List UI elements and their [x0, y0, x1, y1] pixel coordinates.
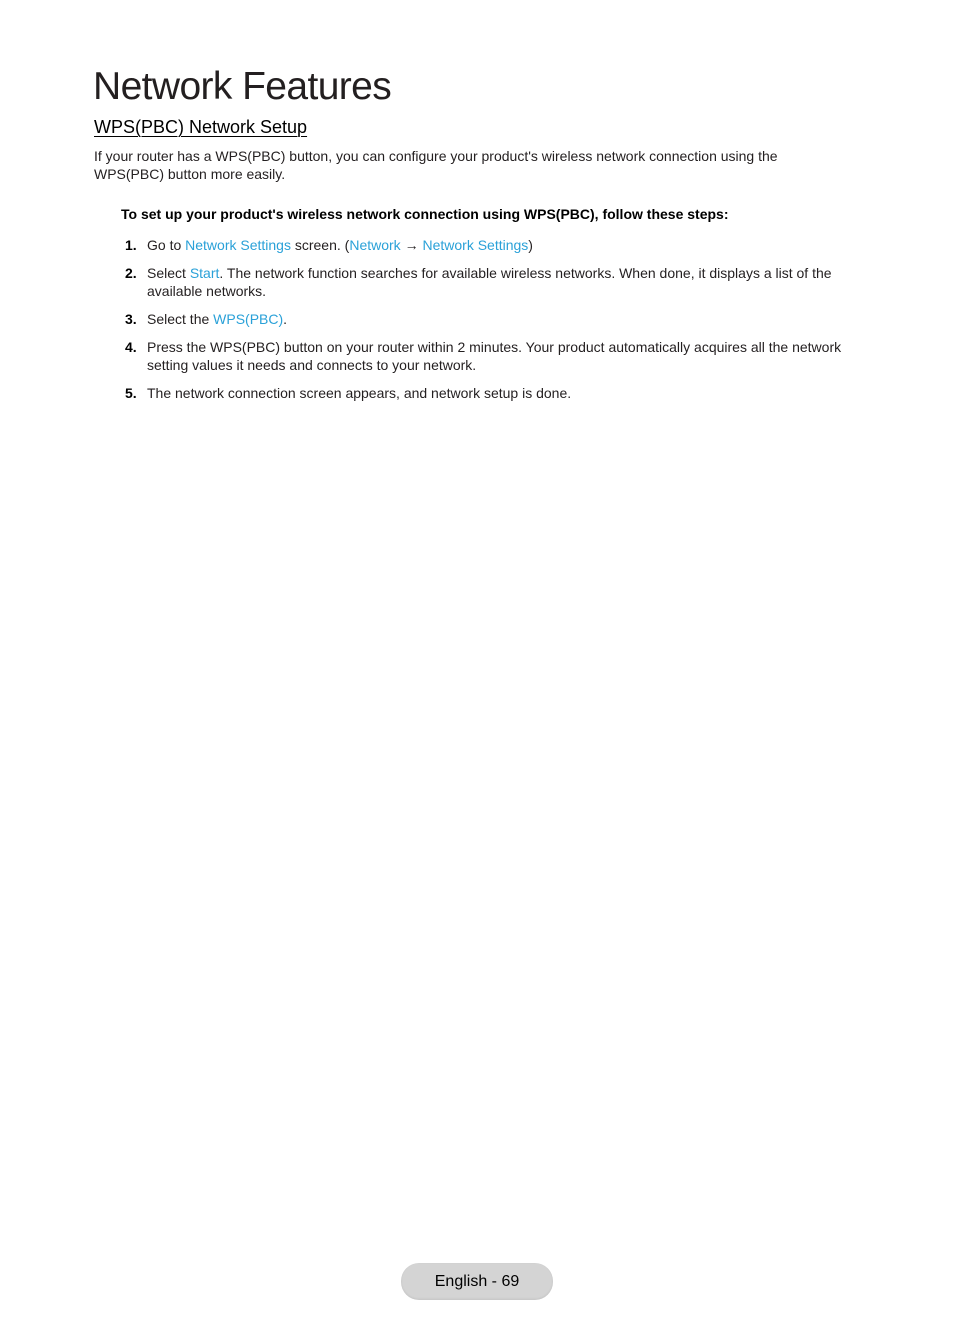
step-number: 2.	[125, 265, 137, 281]
step-4	[121, 338, 866, 374]
step-number: 1.	[125, 237, 137, 253]
step-text: screen. (	[290, 237, 350, 253]
step-text: .	[283, 311, 288, 327]
step-text: )	[528, 237, 533, 253]
menu-path-start: Start	[189, 265, 220, 281]
page-number-label: English - 69	[434, 1272, 520, 1290]
step-number: 3.	[125, 311, 137, 327]
intro-paragraph: If your router has a WPS(PBC) button, you can configure your product's wireless network connection using the WPS(PBC) button more easily.	[94, 148, 778, 182]
step-2	[121, 264, 866, 300]
section-title: WPS(PBC) Network Setup	[94, 117, 308, 137]
step-text: Select the	[147, 311, 214, 327]
step-text: Press the WPS(PBC) button on your router within 2 minutes. Your product automatically acquires all the network setting values it needs and connects to your network.	[147, 339, 842, 373]
step-3	[121, 310, 866, 328]
step-number: 4.	[125, 339, 137, 355]
step-1	[121, 236, 866, 254]
page-number-badge	[401, 1263, 553, 1300]
steps-list	[121, 236, 866, 412]
menu-path-network: Network	[349, 237, 401, 253]
steps-heading: To set up your product's wireless network connection using WPS(PBC), follow these steps:	[121, 206, 729, 222]
menu-path-network-settings: Network Settings	[422, 237, 529, 253]
menu-path-network-settings: Network Settings	[185, 237, 291, 253]
step-text: Go to	[147, 237, 186, 253]
step-number: 5.	[125, 385, 137, 401]
page-title: Network Features	[93, 65, 392, 108]
step-text: . The network function searches for available wireless networks. When done, it displays a list of the available networks.	[147, 265, 832, 299]
step-text: The network connection screen appears, and network setup is done.	[147, 385, 572, 401]
step-text: Select	[147, 265, 190, 281]
step-5	[121, 384, 866, 402]
arrow-icon: →	[400, 237, 423, 253]
menu-path-wps-pbc: WPS(PBC)	[213, 311, 284, 327]
